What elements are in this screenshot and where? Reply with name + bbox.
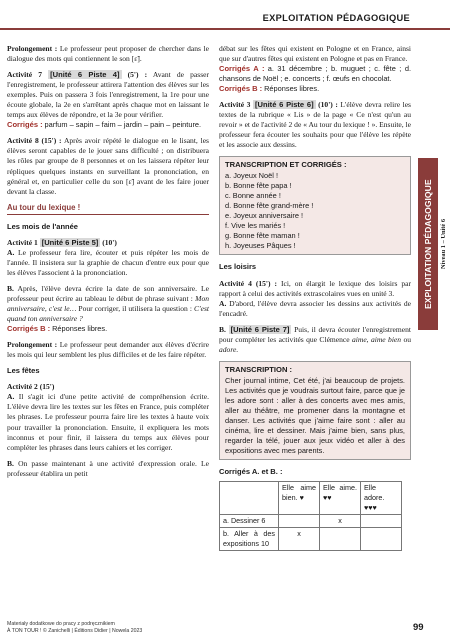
table-cell bbox=[279, 515, 320, 528]
transcription-box bbox=[219, 156, 411, 255]
prolongement-2 bbox=[7, 340, 209, 360]
part-b-text-2: Pour corriger, il utilisera la question : bbox=[78, 304, 192, 314]
table-header bbox=[279, 481, 320, 514]
activite-3-time: (10') : bbox=[318, 100, 338, 110]
verb-italic-2: adore. bbox=[219, 344, 239, 354]
debat-paragraph bbox=[219, 44, 411, 94]
activite-4-label: Activité 4 bbox=[219, 278, 252, 288]
part-b-text: Après, l'élève devra écrire la date de son anniversaire. Le professeur peut écrire au tableau le début de phrase suivant : bbox=[7, 283, 209, 303]
corriges-label: Corrigés A : bbox=[219, 64, 265, 74]
corriges-text: a. 31 décembre ; b. muguet ; c. fête ; d. chansons de Noël ; e. concerts ; f. œufs en chocolat. bbox=[219, 64, 412, 84]
verb-italic: aime, aime bien bbox=[352, 334, 402, 344]
header-label: Elle adore. bbox=[364, 482, 385, 502]
table-row bbox=[220, 515, 402, 528]
header-title: EXPLOITATION PÉDAGOGIQUE bbox=[262, 13, 410, 23]
activite-7-text: Avant de passer l'enregistrement, le professeur attirera l'attention des élèves sur les exemples. Puis on passera 3 fois l'enregistrement, la 1re pour une écoute globale, la 2e en s'arrêtant après chaque mot en laissant le temps aux élèves de répondre, et la 3e pour vérifier. bbox=[7, 70, 210, 120]
activite-4-text: Ici, on élargit le lexique des loisirs par rapport à celui des activités extrascolaires vues en unité 3. bbox=[219, 278, 411, 298]
loisirs-heading: Les loisirs bbox=[219, 262, 257, 272]
transcription-text: Cher journal intime, Cet été, j'ai beaucoup de projets. Les activités que je voudrais surtout faire, parce que je les adore sont : aller à des concerts avec mes amis, aller au théâtre, me promener dans la montagne et danser. Les activités que j'aime faire sont : aller au cinéma, lire et dessiner. Mais j'aime bien, sans plus, regarder la télé, jouer aux jeux vidéo et aller à des expositions avec mes parents. bbox=[225, 375, 405, 455]
page-number: 99 bbox=[413, 622, 424, 633]
activite-7 bbox=[7, 70, 209, 130]
heart-icon: ♥♥♥ bbox=[364, 502, 377, 512]
activite-8-text: Après avoir répété le dialogue en le lisant, les élèves seront capables de le jouer sans difficulté ; on distribuera les rôles par groupe de 8 personnes et on les laissera répéter leur répliques quelques instants en surveillant la prononciation, en général et, en particulier celle du son [ɛ̃] avant de les faire jouer devant la classe. bbox=[7, 136, 209, 196]
list-item: g. Bonne fête maman ! bbox=[225, 231, 300, 241]
activite-8-label: Activité 8 bbox=[7, 136, 39, 146]
activite-1-label: Activité 1 bbox=[7, 237, 38, 247]
list-item: f. Vive les mariés ! bbox=[225, 221, 286, 231]
activite-3-text: L'élève devra relire les textes de la rubrique « Lis » de la page « Ce n'est qu'un au revoir » et de l'activité 2 de « Au tour du lexique ! ». Ensuite, le professeur fera écouter les souhaits pour que l'élève les répète et les associe aux dessins. bbox=[219, 100, 411, 150]
left-column bbox=[7, 44, 209, 485]
corriges-text: parfum – sapin – faim – jardin – pain – peinture. bbox=[44, 120, 202, 130]
footer bbox=[7, 621, 142, 635]
section-heading: Au tour du lexique ! bbox=[7, 203, 209, 215]
corriges-text: Réponses libres. bbox=[52, 324, 108, 334]
header-label: Elle aime bien. bbox=[282, 482, 316, 502]
part-a-label: A. bbox=[7, 247, 15, 257]
list-item: c. Bonne année ! bbox=[225, 191, 281, 201]
table-row bbox=[220, 528, 402, 551]
audio-track-tag: [Unité 6 Piste 6] bbox=[255, 100, 314, 110]
footer-line-1: Materiały dodatkowe do pracy z podręcznikiem bbox=[7, 621, 115, 627]
activite-4 bbox=[219, 279, 411, 319]
part-b-text-2: ou bbox=[403, 334, 411, 344]
activite-2-time: (15') bbox=[39, 382, 55, 392]
prolongement-1 bbox=[7, 44, 209, 64]
part-a-label: A. bbox=[219, 298, 227, 308]
table-header bbox=[320, 481, 361, 514]
table-cell: b. Aller à des expositions 10 bbox=[220, 528, 279, 551]
list-item: d. Bonne fête grand-mère ! bbox=[225, 201, 314, 211]
activite-1-b bbox=[7, 284, 209, 334]
prolongement-label: Prolongement : bbox=[7, 44, 58, 53]
table-header bbox=[220, 481, 279, 514]
table-cell bbox=[320, 528, 361, 551]
heart-icon: ♥♥ bbox=[323, 492, 332, 502]
audio-track-tag: [Unité 6 Piste 5] bbox=[41, 237, 99, 247]
part-a-text: Il s'agit ici d'une petite activité de compréhension écrite. L'élève devra lire les textes sur les fêtes en France, puis compléter les phrases. Le professeur pourra faire lire les textes à haute voix pour travailler la prononciation. Ensuite, il expliquera les mots inconnus et pour finir, il laissera du temps aux élèves pour compléter les phrases dans leurs cahiers et les corriger. bbox=[7, 392, 209, 452]
activite-8 bbox=[7, 136, 209, 196]
activite-2 bbox=[7, 382, 209, 452]
table-cell: x bbox=[279, 528, 320, 551]
table-header bbox=[361, 481, 402, 514]
prolongement-text: Le professeur peut proposer de chercher dans le dialogue des mots qui contiennent le son [ɛ̃]. bbox=[7, 44, 209, 64]
part-b-text: Puis, il devra écouter l'enregistrement pour compléter les activités que Clémence bbox=[219, 324, 411, 344]
activite-2-label: Activité 2 bbox=[7, 382, 38, 392]
part-a-text: Le professeur fera lire, écouter et puis répéter les mois de l'année. Il insistera sur la graphie de chacun d'entre eux pour que les élèves l'associent à la prononciation. bbox=[7, 247, 210, 277]
part-a-label: A. bbox=[7, 392, 15, 402]
corriges-label: Corrigés B : bbox=[7, 324, 51, 334]
transcription-box-2 bbox=[219, 361, 411, 460]
activite-4-b bbox=[219, 325, 411, 355]
part-a-text: D'abord, l'élève devra associer les dessins aux activités de l'encadré. bbox=[219, 298, 411, 318]
activite-1 bbox=[7, 238, 209, 278]
activite-7-label: Activité 7 bbox=[7, 70, 43, 80]
activite-2-b bbox=[7, 459, 209, 479]
activite-1-time: (10') bbox=[102, 237, 117, 247]
table-cell: a. Dessiner 6 bbox=[220, 515, 279, 528]
page-header bbox=[0, 0, 450, 32]
wishes-list bbox=[225, 171, 405, 251]
transcription-title: TRANSCRIPTION : bbox=[225, 364, 293, 374]
list-item: b. Bonne fête papa ! bbox=[225, 181, 292, 191]
fetes-heading: Les fêtes bbox=[7, 366, 40, 376]
table-cell bbox=[361, 528, 402, 551]
activite-8-time: (15') : bbox=[41, 136, 62, 146]
side-tab bbox=[418, 158, 450, 330]
answers-table bbox=[219, 481, 402, 551]
transcription-title: TRANSCRIPTION ET CORRIGÉS : bbox=[225, 160, 347, 170]
activite-4-time: (15') : bbox=[255, 278, 277, 288]
prolongement-text: Le professeur peut demander aux élèves d'écrire les mois qui leur semblent les plus difficiles et de les faire répéter. bbox=[7, 340, 209, 360]
footer-line-2: À TON TOUR ! © Zanichelli | Éditions Didier | Nowela 2023 bbox=[7, 627, 143, 634]
activite-7-time: (5') : bbox=[127, 70, 148, 80]
part-b-label: B. bbox=[219, 324, 226, 334]
corriges-label: Corrigés B : bbox=[219, 84, 263, 94]
prolongement-label: Prolongement : bbox=[7, 340, 58, 350]
mois-heading: Les mois de l'année bbox=[7, 221, 78, 231]
table-cell: x bbox=[320, 515, 361, 528]
right-column bbox=[219, 44, 411, 551]
audio-track-tag: [Unité 6 Piste 4] bbox=[50, 70, 120, 80]
list-item: h. Joyeuses Pâques ! bbox=[225, 241, 296, 251]
side-tab-level: Niveau 1 – Unité 6 bbox=[438, 158, 450, 330]
sentence-starter: Mon anniversaire, c'est le… bbox=[7, 293, 209, 314]
part-b-text: On passe maintenant à une activité d'expression orale. Le professeur établira un petit bbox=[7, 458, 209, 478]
activite-3-label: Activité 3 bbox=[219, 100, 251, 110]
side-tab-title: EXPLOITATION PÉDAGOGIQUE bbox=[423, 179, 433, 309]
part-b-label: B. bbox=[7, 458, 14, 468]
header-label: Elle aime. bbox=[323, 482, 357, 492]
part-b-label: B. bbox=[7, 283, 14, 293]
table-cell bbox=[361, 515, 402, 528]
corriges-label: Corrigés : bbox=[7, 120, 43, 130]
corriges-text: Réponses libres. bbox=[264, 84, 320, 94]
debat-text: débat sur les fêtes qui existent en Pologne et en France, ainsi que sur d'autres fêtes qui existent en Pologne et pas en France. bbox=[219, 44, 411, 64]
list-item: e. Joyeux anniversaire ! bbox=[225, 211, 304, 221]
corriges-label: Corrigés A. et B. : bbox=[219, 466, 283, 476]
table-header-row bbox=[220, 481, 402, 514]
header-rule bbox=[0, 28, 450, 30]
question-example: C'est quand ton anniversaire ? bbox=[7, 304, 210, 324]
list-item: a. Joyeux Noël ! bbox=[225, 171, 278, 181]
audio-track-tag: [Unité 6 Piste 7] bbox=[230, 324, 290, 334]
heart-icon: ♥ bbox=[299, 492, 304, 502]
activite-3 bbox=[219, 100, 411, 150]
